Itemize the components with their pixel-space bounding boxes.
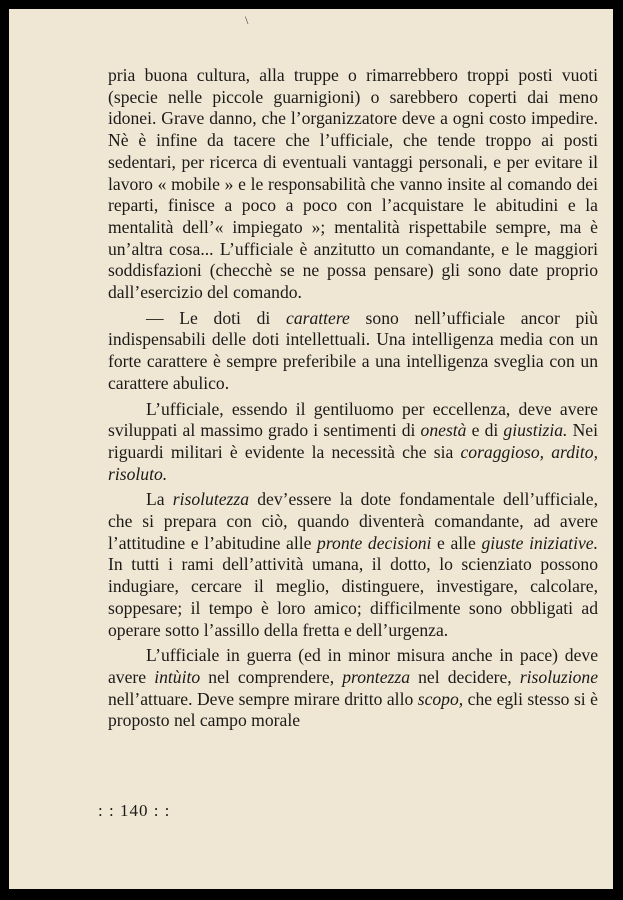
top-mark: \ xyxy=(245,13,249,27)
text-run: dev’essere la dote fondamentale dell’ufficiale, che si prepara con ciò, quando diventerà comandante, ad avere l’attitudine e l’abitudine alle xyxy=(108,489,598,553)
body-text xyxy=(108,65,598,736)
text-run: e di xyxy=(466,420,504,441)
italic-text: risolutezza xyxy=(172,489,250,510)
italic-text: coraggioso, ardito, risoluto. xyxy=(108,441,598,484)
text-run: nell’attuare. Deve sempre mirare dritto allo xyxy=(108,688,418,709)
paragraph xyxy=(108,399,598,486)
italic-text: giustizia. xyxy=(503,420,568,441)
text-run: nel decidere, xyxy=(410,666,520,687)
italic-text: giuste iniziative. xyxy=(481,532,598,553)
text-run: L’ufficiale in guerra (ed in minor misura anche in pace) deve avere xyxy=(108,645,598,687)
text-run: La xyxy=(146,489,173,510)
text-run: nel comprendere, xyxy=(200,666,343,687)
italic-text: risoluzione xyxy=(519,666,599,687)
italic-text: carattere xyxy=(286,307,350,328)
paragraph xyxy=(108,65,598,304)
italic-text: pronte decisioni xyxy=(317,532,432,553)
italic-text: onestà xyxy=(420,420,467,441)
book-page xyxy=(9,9,613,889)
text-run: In tutti i rami dell’attività umana, il dotto, lo scienziato possono indugiare, cercare il meglio, distinguere, investigare, calcolare, soppesare; il tempo è loro amico; difficilmente sono obbligati ad operare sotto l’assillo della fretta e dell’urgenza. xyxy=(108,554,598,640)
paragraph xyxy=(108,489,598,641)
text-run: e alle xyxy=(431,532,482,553)
paragraph xyxy=(108,308,598,395)
text-run: — Le doti di xyxy=(146,307,287,328)
text-run: pria buona cultura, alla truppe o rimarrebbero troppi posti vuoti (specie nelle piccole guarnigioni) o sarebbero coperti dai meno idonei. Grave danno, che l’organizzatore deve a ogni costo impedire. Nè è infine da tacere che l’ufficiale, che tende troppo ai posti sedentari, per ricerca di eventuali vantaggi personali, e per evitare il lavoro « mobile » e le responsabilità che vanno insite al comando dei reparti, finisce a poco a poco con l’acquistare le abitudini e la mentalità dell’« impiegato »; mentalità rispettabile sempre, ma è un’altra cosa... L’ufficiale è anzitutto un comandante, e le maggiori soddisfazioni (checchè se ne possa pensare) gli sono date proprio dall’esercizio del comando. xyxy=(108,65,598,303)
text-run: che egli stesso si è proposto nel campo morale xyxy=(108,688,598,731)
italic-text: scopo, xyxy=(417,688,464,709)
text-run: Nei riguardi militari è evidente la necessità che sia xyxy=(108,420,598,462)
text-run: L’ufficiale, essendo il gentiluomo per eccellenza, deve avere sviluppati al massimo grado i sentimenti di xyxy=(108,398,598,441)
italic-text: intùito xyxy=(154,666,201,687)
text-run: sono nell’ufficiale ancor più indispensabili delle doti intellettuali. Una intelligenza media con un forte carattere è sempre preferibile a una intelligenza sveglia con un carattere abulico. xyxy=(108,307,598,393)
italic-text: prontezza xyxy=(342,666,410,687)
page-number: : : 140 : : xyxy=(98,801,171,820)
paragraph xyxy=(108,645,598,732)
